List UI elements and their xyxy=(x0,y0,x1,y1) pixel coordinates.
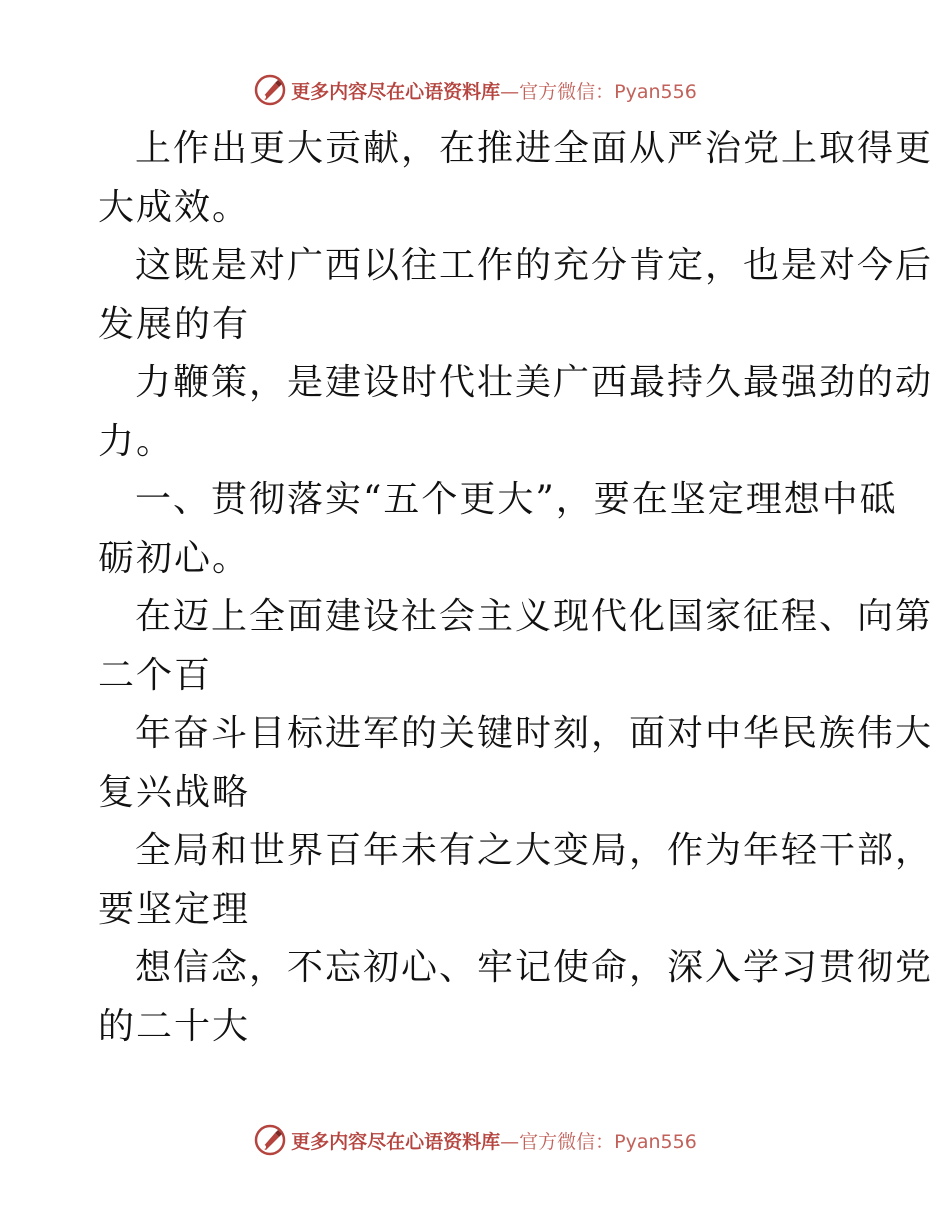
text-line: 发展的有 xyxy=(98,303,251,345)
text-line: 砺初心。 xyxy=(98,537,251,579)
text-line: 大成效。 xyxy=(98,186,251,228)
banner-site-text: 更多内容尽在心语资料库 xyxy=(291,80,501,103)
banner-contact-text: —官方微信：Pyan556 xyxy=(500,1130,697,1153)
text-line: 年奋斗目标进军的关键时刻，面对中华民族伟大 xyxy=(135,713,934,754)
text-line: 上作出更大贡献，在推进全面从严治党上取得更 xyxy=(135,128,934,169)
pen-logo-icon xyxy=(253,73,287,107)
text-line: 一、贯彻落实“五个更大”，要在坚定理想中砥 xyxy=(135,479,898,520)
text-line: 全局和世界百年未有之大变局，作为年轻干部， xyxy=(135,830,934,871)
text-line: 要坚定理 xyxy=(98,888,251,930)
text-line: 想信念，不忘初心、牢记使命，深入学习贯彻党 xyxy=(135,947,934,988)
text-line: 的二十大 xyxy=(98,1005,251,1047)
text-line: 力鞭策，是建设时代壮美广西最持久最强劲的动 xyxy=(135,362,934,403)
banner-site-text: 更多内容尽在心语资料库 xyxy=(291,1130,501,1153)
banner-contact-text: —官方微信：Pyan556 xyxy=(500,80,697,103)
text-line: 二个百 xyxy=(98,654,213,696)
header-banner xyxy=(0,70,950,110)
text-line: 复兴战略 xyxy=(98,771,251,813)
text-line: 力。 xyxy=(98,420,175,462)
footer-banner xyxy=(0,1120,950,1160)
pen-logo-icon xyxy=(253,1123,287,1157)
document-body xyxy=(98,120,934,1056)
text-line: 这既是对广西以往工作的充分肯定，也是对今后 xyxy=(135,245,934,286)
text-line: 在迈上全面建设社会主义现代化国家征程、向第 xyxy=(135,596,934,637)
